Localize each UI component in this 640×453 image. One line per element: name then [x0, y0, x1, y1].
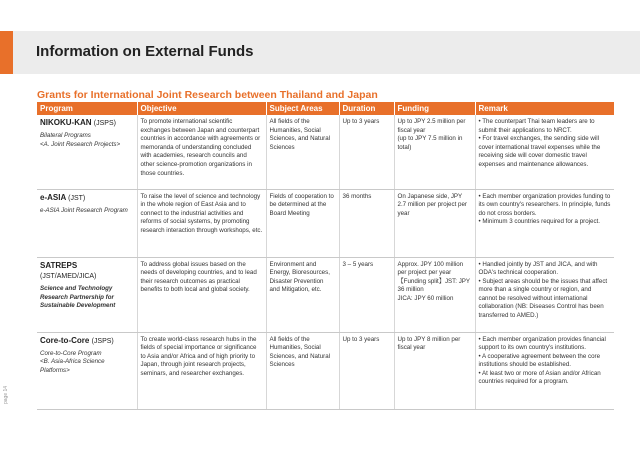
- duration-cell: Up to 3 years: [339, 332, 394, 409]
- funding-line: Approx. JPY 100 million per project per year【Funding split】JST: JPY 36 million: [397, 260, 470, 294]
- program-subtitle-line: <B. Asia-Africa Science Platforms>: [40, 358, 105, 374]
- table-row: [37, 115, 614, 189]
- funding-cell: [394, 189, 475, 257]
- column-header-remark: Remark: [475, 102, 614, 115]
- remark-line: • Minimum 3 countries required for a project.: [478, 218, 600, 226]
- program-cell: [37, 189, 137, 257]
- page-number-label: page 14: [3, 385, 9, 404]
- funding-cell: [394, 257, 475, 332]
- program-org: (JST/AMED/JICA): [40, 273, 97, 281]
- program-subtitle: [40, 132, 134, 149]
- remark-line: • Each member organization provides financial support to its own country's institutions.: [478, 335, 606, 352]
- program-name: e-ASIA (JST): [40, 192, 86, 202]
- program-cell: [37, 332, 137, 409]
- subject-areas-cell: Environment and Energy, Bioresources, Disaster Prevention and Mitigation, etc.: [266, 257, 339, 332]
- program-subtitle-line: Science and Technology Research Partnership for Sustainable Development: [40, 285, 116, 310]
- remark-line: • A cooperative agreement between the core institutions should be established.: [478, 352, 601, 369]
- remark-line: • Subject areas should be the issues that affect more than a single country or region, and cannot be resolved without international collaboration (NB: Diseases Control has been transferred to AMED.): [478, 277, 608, 320]
- objective-cell: To address global issues based on the needs of developing countries, and to lead their research outcomes as practical benefits to both local and global society.: [137, 257, 266, 332]
- remark-line: • At least two or more of Asian and/or African countries required for a program.: [478, 369, 601, 386]
- funding-line: (up to JPY 7.5 million in total): [397, 135, 463, 151]
- funding-line: JICA: JPY 60 million: [397, 294, 454, 302]
- subject-areas-cell: All fields of the Humanities, Social Sciences, and Natural Sciences: [266, 332, 339, 409]
- program-name: NIKOKU-KAN (JSPS): [40, 118, 116, 127]
- remark-line: • Handled jointly by JST and JICA, and with ODA's technical cooperation.: [478, 260, 598, 277]
- remark-line: • Each member organization provides funding to its own country's researchers. In principle, funds do not cross borders.: [478, 192, 611, 217]
- remark-cell: [475, 189, 614, 257]
- program-subtitle-line: <A. Joint Research Projects>: [40, 140, 121, 148]
- program-org: (JSPS): [91, 337, 114, 345]
- program-subtitle-line: Bilateral Programs: [40, 132, 91, 139]
- funding-cell: [394, 115, 475, 189]
- program-subtitle: [40, 350, 134, 376]
- column-header-subject-areas: Subject Areas: [266, 102, 339, 115]
- program-cell: [37, 257, 137, 332]
- funds-table: [37, 102, 614, 410]
- program-name: Core-to-Core (JSPS): [40, 335, 114, 345]
- funding-line: Up to JPY 8 million per fiscal year: [397, 335, 461, 352]
- remark-cell: [475, 115, 614, 189]
- subject-areas-cell: All fields of the Humanities, Social Sciences, and Natural Sciences: [266, 115, 339, 189]
- program-cell: [37, 115, 137, 189]
- page-title: Information on External Funds: [36, 43, 254, 60]
- table-row: [37, 189, 614, 257]
- subject-areas-cell: Fields of cooperation to be determined at the Board Meeting: [266, 189, 339, 257]
- table-row: [37, 332, 614, 409]
- remark-cell: [475, 257, 614, 332]
- objective-cell: To promote international scientific exchanges between Japan and counterpart countries in accordance with agreements or memoranda of understanding concluded with academies, research councils and other science-promotion organizations in those countries.: [137, 115, 266, 189]
- program-subtitle: [40, 207, 134, 216]
- program-subtitle-line: e-ASIA Joint Research Program: [40, 206, 128, 214]
- column-header-funding: Funding: [394, 102, 475, 115]
- program-subtitle-line: Core-to-Core Program: [40, 349, 102, 357]
- header-accent-bar: [0, 31, 13, 74]
- table-row: [37, 257, 614, 332]
- column-header-objective: Objective: [137, 102, 266, 115]
- remark-cell: [475, 332, 614, 409]
- remark-line: • The counterpart Thai team leaders are to submit their applications to NRCT.: [478, 118, 595, 134]
- section-title: Grants for International Joint Research between Thailand and Japan: [37, 89, 378, 101]
- program-name: SATREPS (JST/AMED/JICA): [40, 260, 97, 281]
- objective-cell: To create world-class research hubs in the fields of special importance or significance to Asia and/or Africa and of high priority to Japan, through joint research projects, seminars, and researcher exchanges.: [137, 332, 266, 409]
- program-subtitle: [40, 285, 134, 311]
- duration-cell: 36 months: [339, 189, 394, 257]
- funding-cell: [394, 332, 475, 409]
- funding-line: Up to JPY 2.5 million per fiscal year: [397, 118, 466, 134]
- funding-line: On Japanese side, JPY 2.7 million per project per year: [397, 192, 467, 217]
- remark-line: • For travel exchanges, the sending side will cover international travel expenses while the receiving side will cover domestic travel expenses and maintenance allowances.: [478, 135, 601, 168]
- column-header-program: Program: [37, 102, 137, 115]
- objective-cell: To raise the level of science and technology in the whole region of East Asia and to connect to the industrial activities and reforms of social systems, by promoting research interaction through workshops, etc.: [137, 189, 266, 257]
- table-header-row: [37, 102, 614, 115]
- program-org: (JSPS): [93, 120, 116, 127]
- duration-cell: 3 – 5 years: [339, 257, 394, 332]
- program-org: (JST): [68, 194, 86, 202]
- column-header-duration: Duration: [339, 102, 394, 115]
- duration-cell: Up to 3 years: [339, 115, 394, 189]
